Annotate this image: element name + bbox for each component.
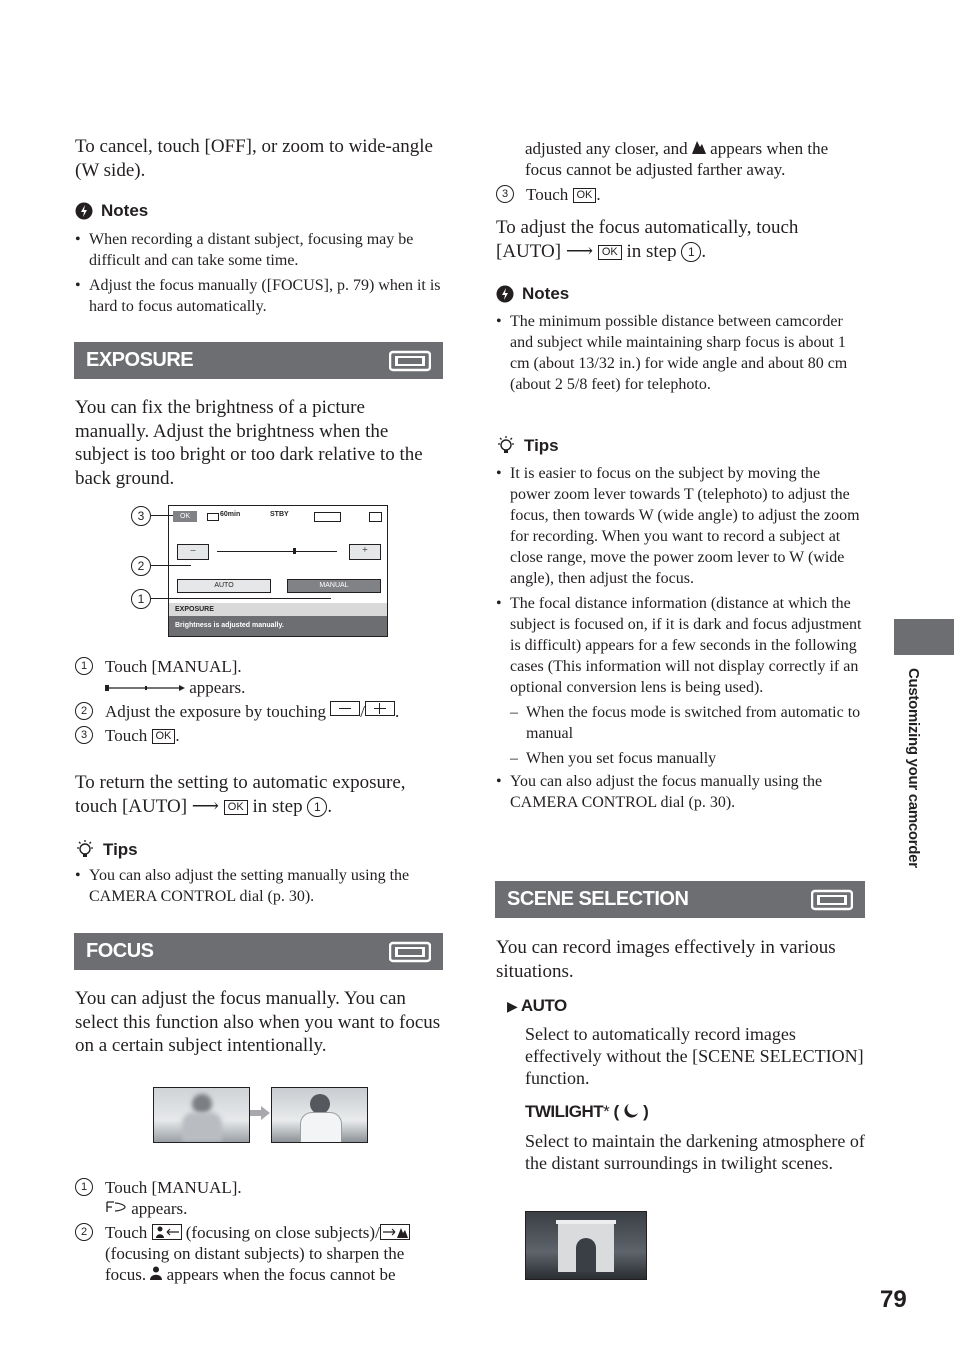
close-focus-icon [152, 1224, 182, 1240]
arrow-right-icon [250, 1106, 270, 1120]
ok-button[interactable]: OK [173, 511, 197, 522]
return-icon [369, 512, 382, 522]
movie-mode-icon [389, 349, 431, 373]
auto-mode-description: Select to automatically record images effectively without the [SCENE SELECTION] function. [525, 1024, 864, 1088]
scene-selection-section-header: SCENE SELECTION [495, 881, 865, 918]
moon-icon [623, 1103, 639, 1119]
tip-item: • It is easier to focus on the subject by moving the power zoom lever towards T (telephoto) to adjust the focus, then towards W (wide angle) to adjust the zoom for recording. When you want to record a subject at close range, move the power zoom lever to W (wide angle), then adjust the focus. [496, 463, 864, 589]
tip-item: • You can also adjust the focus manually using the CAMERA CONTROL dial (p. 30). [496, 771, 864, 813]
step-2: 2 Adjust the exposure by touching / . [75, 701, 445, 722]
caption-text: Brightness is adjusted manually. [169, 616, 387, 636]
chapter-tab [894, 619, 954, 655]
manual-button[interactable]: MANUAL [287, 579, 381, 593]
twilight-mode-heading: TWILIGHT* ( ) [525, 1102, 649, 1121]
sharp-photo [271, 1087, 368, 1143]
step-1: 1 Touch [MANUAL]. appears. [75, 1177, 447, 1219]
scene-description: You can record images effectively in various situations. [496, 937, 836, 982]
auto-button[interactable]: AUTO [177, 579, 271, 593]
step-3: 3 Touch OK . [75, 725, 445, 746]
exposure-section-header: EXPOSURE [74, 342, 443, 379]
sub-item: – When the focus mode is switched from automatic to manual [510, 702, 864, 744]
distant-focus-icon [380, 1224, 410, 1240]
sub-item: – When you set focus manually [510, 748, 864, 769]
step-3: 3 Touch OK . [496, 184, 886, 205]
sub-list [496, 702, 864, 769]
record-status: STBY [270, 511, 289, 518]
ok-icon: OK [598, 245, 622, 260]
tip-item: • The focal distance information (distance at which the subject is focused on, if it is dark and focus adjustment is difficult) appears for a few seconds in the following cases (This information will not display correctly if an optional conversion lens is being used). [496, 593, 864, 698]
ok-icon: OK [573, 188, 597, 203]
ok-icon: OK [224, 800, 248, 815]
lightbulb-icon [75, 839, 95, 861]
step-ref: 1 [681, 242, 701, 262]
plus-icon [365, 701, 395, 716]
manual-focus-icon [105, 1200, 127, 1214]
auto-mode-heading: ▶ AUTO [507, 996, 567, 1015]
tips-heading: Tips [75, 839, 138, 861]
twilight-photo [525, 1211, 647, 1280]
slider-marker [293, 548, 296, 554]
battery-icon [207, 513, 219, 521]
note-item: • Adjust the focus manually ([FOCUS], p. 79) when it is hard to focus automatically. [75, 275, 443, 317]
tip-item: • You can also adjust the setting manually using the CAMERA CONTROL dial (p. 30). [75, 865, 443, 907]
arrow-icon: ⟶ [565, 240, 594, 262]
notes-heading: Notes [496, 284, 569, 304]
triangle-icon: ▶ [507, 998, 518, 1014]
tips-list [496, 463, 864, 813]
exposure-auto-instruction: To return the setting to automatic exposure, touch [AUTO] ⟶ OK in step 1 . [75, 772, 406, 817]
callout-line [151, 515, 173, 516]
notes-list [496, 311, 864, 395]
exposure-steps [75, 656, 445, 746]
plus-button[interactable]: + [349, 544, 381, 560]
exposure-screen-illustration [128, 503, 390, 638]
note-item: • When recording a distant subject, focusing may be difficult and can take some time. [75, 229, 443, 271]
lcd-screen [168, 505, 388, 637]
step-ref: 1 [307, 797, 327, 817]
tips-list [75, 865, 443, 907]
tips-heading: Tips [496, 435, 559, 457]
blurred-photo [153, 1087, 250, 1143]
focus-continued: adjusted any closer, and appears when the focus cannot be adjusted farther away. [525, 139, 829, 179]
caption-title: EXPOSURE [169, 603, 387, 616]
callout-3: 3 [131, 506, 151, 526]
step-1: 1 Touch [MANUAL]. appears. [75, 656, 445, 698]
chapter-label: Customizing your camcorder [905, 668, 922, 868]
callout-line [151, 598, 331, 599]
exposure-description: You can fix the brightness of a picture manually. Adjust the brightness when the subject is too bright or too dark relative to the back ground. [75, 397, 423, 489]
note-item: • The minimum possible distance between camcorder and subject while maintaining sharp focus is about 1 cm (about 13/32 in.) for wide angle and about 80 cm (about 2 5/8 feet) for telephoto. [496, 311, 864, 395]
page-number: 79 [880, 1286, 907, 1313]
exposure-bar-icon [105, 683, 185, 693]
movie-mode-icon [811, 888, 853, 912]
notes-icon [496, 285, 514, 303]
movie-mode-icon [389, 940, 431, 964]
notes-icon [75, 202, 93, 220]
twilight-mode-description: Select to maintain the darkening atmosphere of the distant surroundings in twilight scenes. [525, 1131, 865, 1173]
notes-list [75, 229, 443, 317]
focus-steps [75, 1177, 447, 1285]
person-icon [150, 1266, 162, 1280]
callout-1: 1 [131, 589, 151, 609]
step-2: 2 Touch (focusing on close subjects)/ (focusing on distant subjects) to sharpen the focus. appears when the focus cannot be [75, 1222, 447, 1285]
quality-icon [314, 512, 341, 522]
minus-button[interactable]: – [177, 544, 209, 560]
mountain-icon [692, 140, 706, 154]
focus-description: You can adjust the focus manually. You can select this function also when you want to focus on a certain subject intentionally. [75, 988, 441, 1056]
lightbulb-icon [496, 435, 516, 457]
cancel-instruction: To cancel, touch [OFF], or zoom to wide-angle (W side). [75, 136, 433, 181]
ok-icon: OK [152, 729, 176, 744]
battery-time: 60min [220, 511, 241, 518]
focus-section-header: FOCUS [74, 933, 443, 970]
focus-auto-instruction: To adjust the focus automatically, touch [AUTO] ⟶ OK in step 1 . [496, 217, 799, 262]
callout-line [151, 565, 191, 566]
arrow-icon: ⟶ [191, 795, 220, 817]
minus-icon [330, 701, 360, 716]
callout-2: 2 [131, 556, 151, 576]
notes-heading: Notes [75, 201, 148, 221]
exposure-slider[interactable] [217, 551, 337, 552]
